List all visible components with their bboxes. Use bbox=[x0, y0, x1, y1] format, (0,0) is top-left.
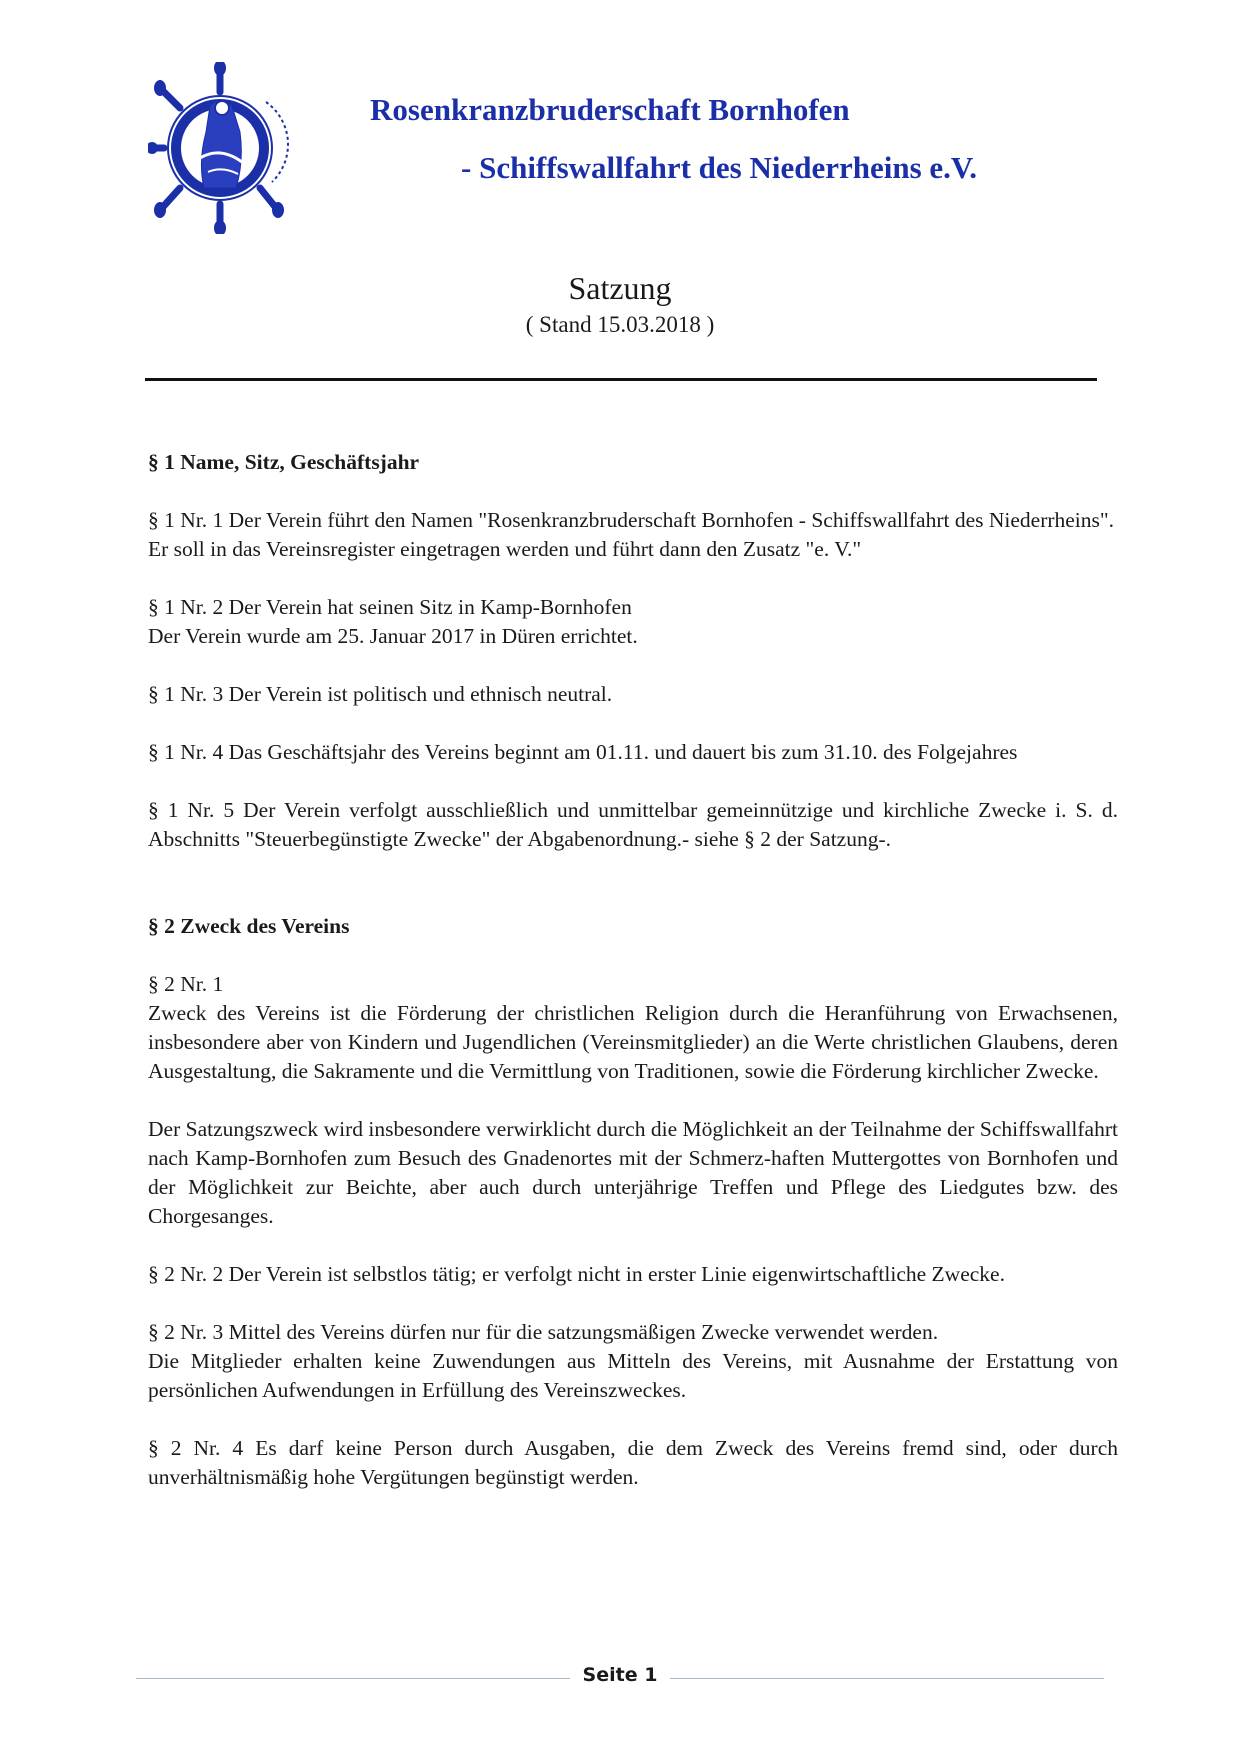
page-number: Seite 1 bbox=[582, 1664, 658, 1686]
title-divider bbox=[145, 378, 1097, 381]
paragraph-2-1-label: § 2 Nr. 1 bbox=[148, 972, 224, 996]
ship-wheel-madonna-logo bbox=[148, 62, 296, 234]
section-1-heading: § 1 Name, Sitz, Geschäftsjahr bbox=[148, 450, 420, 474]
document-date: ( Stand 15.03.2018 ) bbox=[525, 312, 715, 337]
org-name-line1: Rosenkranzbruderschaft Bornhofen bbox=[370, 92, 850, 127]
page-footer bbox=[136, 1664, 1104, 1694]
paragraph-1-1a: § 1 Nr. 1 Der Verein führt den Namen "Rosenkranzbruderschaft Bornhofen - Schiffswallfahrt des Niederrheins". bbox=[148, 508, 1115, 532]
paragraph-2-1-text2: Der Satzungszweck wird insbesondere verwirklicht durch die Möglichkeit an der Teilnahme der Schiffswallfahrt nach Kamp-Bornhofen zum Besuch des Gnadenortes mit der Schmerz-haften Muttergottes von Bornhofen und der Möglichkeit zur Beichte, aber auch durch unterjährige Treffen und Pflege des Liedgutes bzw. des Chorgesanges. bbox=[148, 1117, 1118, 1228]
org-name-line2: - Schiffswallfahrt des Niederrheins e.V. bbox=[461, 150, 978, 185]
paragraph-1-3: § 1 Nr. 3 Der Verein ist politisch und ethnisch neutral. bbox=[148, 682, 613, 706]
paragraph-2-2: § 2 Nr. 2 Der Verein ist selbstlos tätig; er verfolgt nicht in erster Linie eigenwirtschaftliche Zwecke. bbox=[148, 1262, 1005, 1286]
paragraph-1-2b: Der Verein wurde am 25. Januar 2017 in Düren errichtet. bbox=[148, 624, 638, 648]
paragraph-2-3b: Die Mitglieder erhalten keine Zuwendungen aus Mitteln des Vereins, mit Ausnahme der Erstattung von persönlichen Aufwendungen in Erfüllung des Vereinszweckes. bbox=[148, 1349, 1118, 1402]
section-2-heading: § 2 Zweck des Vereins bbox=[148, 914, 350, 938]
paragraph-2-4: § 2 Nr. 4 Es darf keine Person durch Ausgaben, die dem Zweck des Vereins fremd sind, oder durch unverhältnismäßig hohe Vergütungen begünstigt werden. bbox=[148, 1436, 1118, 1489]
document-body bbox=[148, 448, 1118, 1492]
paragraph-1-1b: Er soll in das Vereinsregister eingetragen werden und führt dann den Zusatz "e. V." bbox=[148, 537, 862, 561]
paragraph-1-2a: § 1 Nr. 2 Der Verein hat seinen Sitz in Kamp-Bornhofen bbox=[148, 595, 632, 619]
paragraph-1-5: § 1 Nr. 5 Der Verein verfolgt ausschließlich und unmittelbar gemeinnützige und kirchliche Zwecke i. S. d. Abschnitts "Steuerbegünstigte Zwecke" der Abgabenordnung.- siehe § 2 der Satzung-. bbox=[148, 798, 1118, 851]
paragraph-2-1-text: Zweck des Vereins ist die Förderung der christlichen Religion durch die Heranführung von Erwachsenen, insbesondere aber von Kindern und Jugendlichen (Vereinsmitglieder) an die Werte christlichen Glaubens, deren Ausgestaltung, die Sakramente und die Vermittlung von Traditionen, sowie die Förderung kirchlicher Zwecke. bbox=[148, 1001, 1118, 1083]
document-title: Satzung bbox=[568, 270, 672, 306]
paragraph-1-4: § 1 Nr. 4 Das Geschäftsjahr des Vereins beginnt am 01.11. und dauert bis zum 31.10. des Folgejahres bbox=[148, 740, 1018, 764]
footer-line-right bbox=[670, 1678, 1104, 1679]
paragraph-2-3a: § 2 Nr. 3 Mittel des Vereins dürfen nur für die satzungsmäßigen Zwecke verwendet werden. bbox=[148, 1320, 939, 1344]
